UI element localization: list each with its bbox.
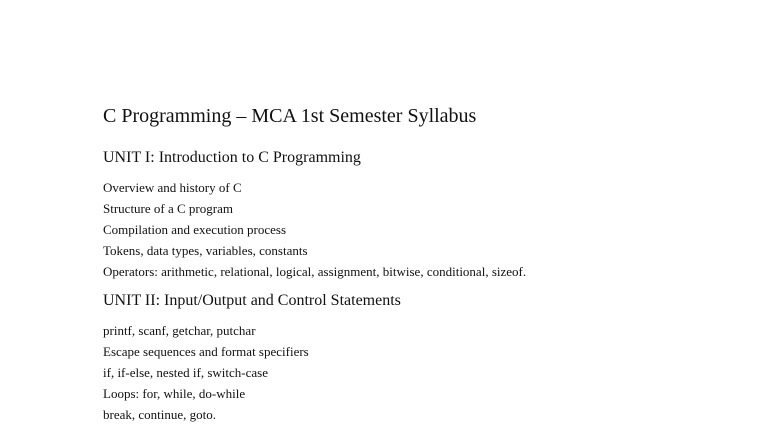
- unit-1-section: [103, 148, 763, 282]
- list-item: break, continue, goto.: [103, 407, 216, 422]
- unit-2-heading: UNIT II: Input/Output and Control Statements: [103, 292, 401, 309]
- unit-1-topic-list: [103, 177, 763, 282]
- list-item: Tokens, data types, variables, constants: [103, 243, 308, 258]
- unit-2-section: [103, 291, 763, 425]
- unit-1-heading: UNIT I: Introduction to C Programming: [103, 149, 361, 166]
- list-item: Overview and history of C: [103, 180, 242, 195]
- list-item: Escape sequences and format specifiers: [103, 344, 309, 359]
- list-item: Operators: arithmetic, relational, logical, assignment, bitwise, conditional, sizeof.: [103, 264, 527, 279]
- list-item: Compilation and execution process: [103, 222, 287, 237]
- page-title: C Programming – MCA 1st Semester Syllabus: [103, 105, 477, 127]
- list-item: Loops: for, while, do-while: [103, 386, 246, 401]
- list-item: Structure of a C program: [103, 201, 233, 216]
- unit-2-topic-list: [103, 320, 763, 425]
- list-item: printf, scanf, getchar, putchar: [103, 323, 256, 338]
- list-item: if, if-else, nested if, switch-case: [103, 365, 268, 380]
- syllabus-document: [103, 104, 763, 434]
